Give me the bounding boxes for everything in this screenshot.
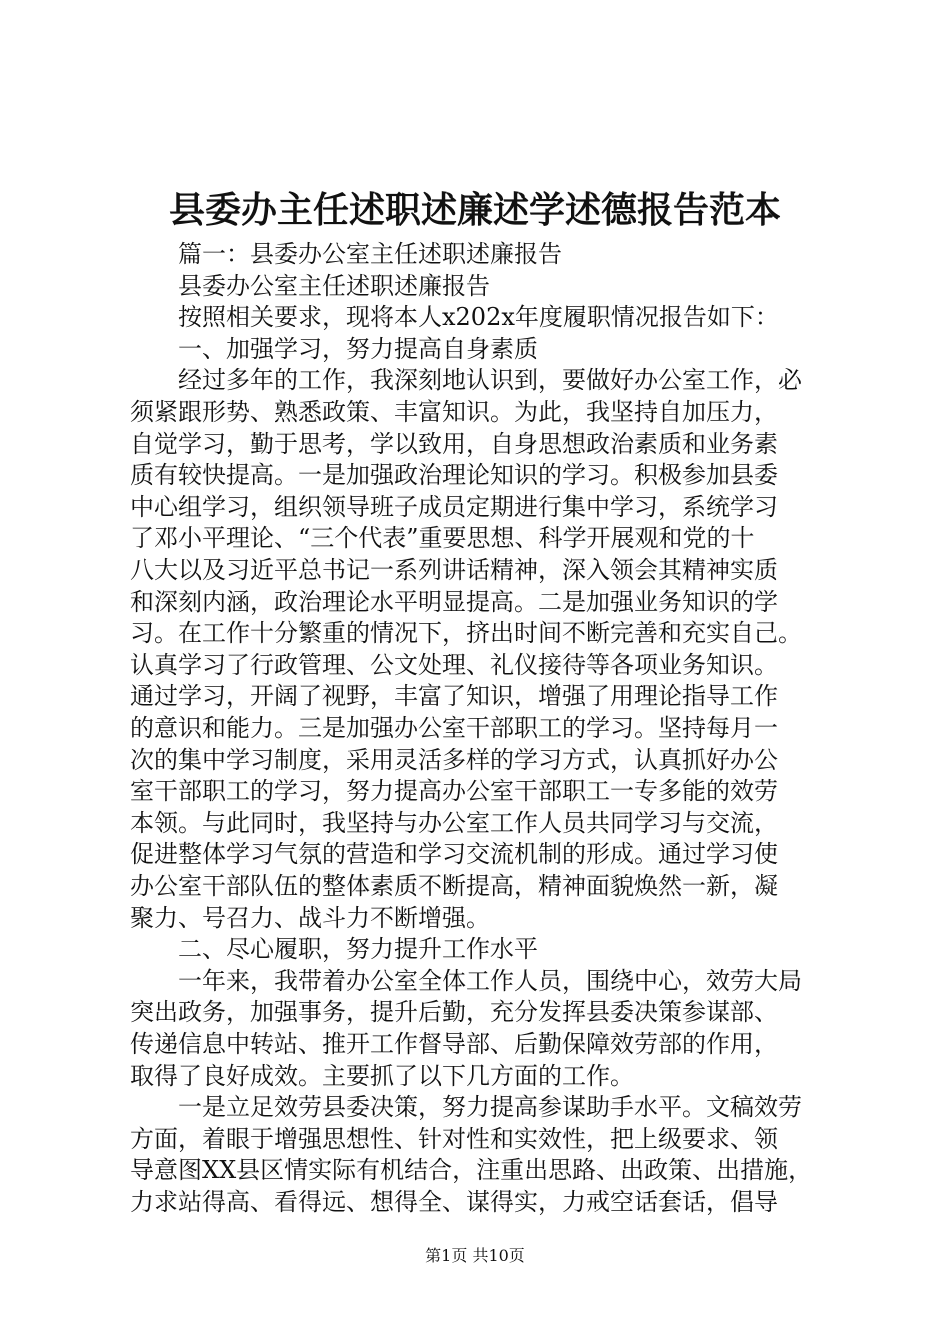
- body-line: 一、加强学习，努力提高自身素质: [178, 334, 538, 363]
- body-line: 的意识和能力。三是加强办公室干部职工的学习。坚持每月一: [130, 714, 778, 742]
- body-line: 一是立足效劳县委决策，努力提高参谋助手水平。文稿效劳: [178, 1093, 802, 1122]
- body-line: 须紧跟形势、熟悉政策、丰富知识。为此，我坚持自加压力，: [130, 398, 778, 426]
- body-line: 次的集中学习制度，采用灵活多样的学习方式，认真抓好办公: [130, 745, 778, 774]
- body-line: 室干部职工的学习，努力提高办公室干部职工一专多能的效劳: [130, 777, 778, 806]
- body-line: 突出政务，加强事务，提升后勤，充分发挥县委决策参谋部、: [130, 998, 778, 1027]
- body-line: 二、尽心履职，努力提升工作水平: [178, 935, 538, 964]
- body-line: 一年来，我带着办公室全体工作人员，围绕中心，效劳大局: [178, 966, 802, 995]
- body-line: 促进整体学习气氛的营造和学习交流机制的形成。通过学习使: [130, 840, 778, 869]
- body-line: 县委办公室主任述职述廉报告: [178, 271, 490, 300]
- body-line: 取得了良好成效。主要抓了以下几方面的工作。: [130, 1061, 634, 1090]
- body-line: 篇一：县委办公室主任述职述廉报告: [178, 240, 562, 268]
- body-line: 通过学习，开阔了视野，丰富了知识，增强了用理论指导工作: [130, 682, 778, 711]
- body-line: 聚力、号召力、战斗力不断增强。: [130, 903, 490, 932]
- body-line: 力求站得高、看得远、想得全、谋得实，力戒空话套话，倡导: [130, 1188, 778, 1216]
- body-line: 八大以及习近平总书记一系列讲话精神，深入领会其精神实质: [130, 556, 778, 584]
- body-line: 办公室干部队伍的整体素质不断提高，精神面貌焕然一新，凝: [130, 872, 778, 900]
- body-line: 了邓小平理论、“三个代表”重要思想、科学开展观和党的十: [130, 524, 755, 553]
- page-footer: 第1页 共10页: [425, 1246, 525, 1265]
- body-line: 按照相关要求，现将本人x202x年度履职情况报告如下：: [178, 303, 779, 332]
- body-line: 认真学习了行政管理、公文处理、礼仪接待等各项业务知识。: [130, 650, 778, 679]
- body-line: 中心组学习，组织领导班子成员定期进行集中学习，系统学习: [130, 492, 778, 521]
- body-line: 导意图XX县区情实际有机结合，注重出思路、出政策、出措施，: [130, 1156, 813, 1185]
- body-line: 和深刻内涵，政治理论水平明显提高。二是加强业务知识的学: [130, 587, 778, 616]
- body-line: 自觉学习，勤于思考，学以致用，自身思想政治素质和业务素: [130, 429, 778, 458]
- document-title: 县委办主任述职述廉述学述德报告范本: [168, 189, 781, 231]
- body-line: 方面，着眼于增强思想性、针对性和实效性，把上级要求、领: [130, 1124, 778, 1153]
- body-line: 本领。与此同时，我坚持与办公室工作人员共同学习与交流，: [130, 808, 778, 837]
- body-line: 经过多年的工作，我深刻地认识到，要做好办公室工作，必: [178, 366, 802, 395]
- body-line: 习。在工作十分繁重的情况下，挤出时间不断完善和充实自己。: [130, 619, 802, 648]
- body-line: 质有较快提高。一是加强政治理论知识的学习。积极参加县委: [130, 461, 778, 490]
- body-line: 传递信息中转站、推开工作督导部、后勤保障效劳部的作用，: [130, 1030, 778, 1058]
